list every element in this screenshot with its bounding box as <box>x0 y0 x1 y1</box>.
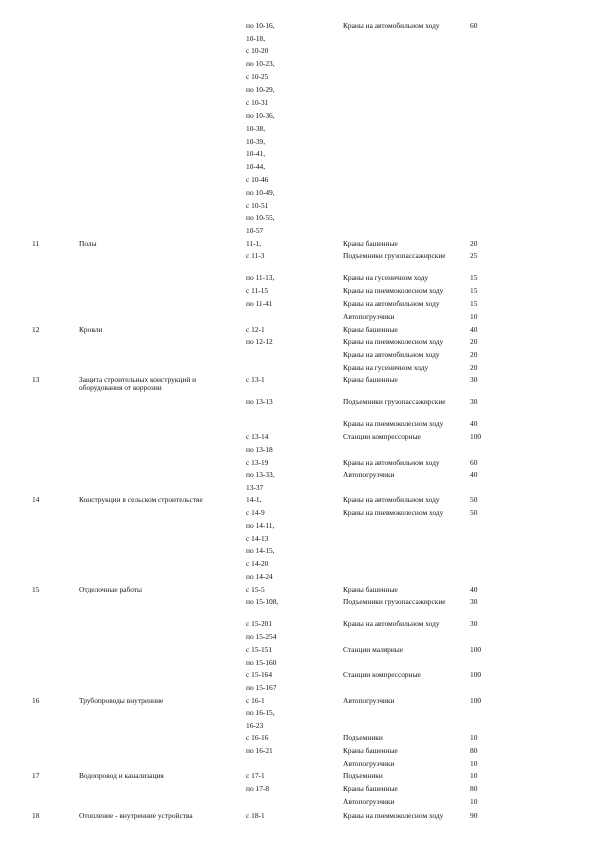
machine-name: Краны башенные <box>343 784 398 793</box>
percent-value: 100 <box>470 432 482 441</box>
table-row <box>0 351 595 365</box>
norm-code: с 17-1 <box>246 771 265 780</box>
table-row <box>0 785 595 799</box>
table-row <box>0 112 595 126</box>
machine-name: Краны на пневмоколесном ходу <box>343 286 444 295</box>
percent-value: 60 <box>470 21 478 30</box>
percent-value: 20 <box>470 350 478 359</box>
table-row <box>0 252 595 266</box>
table-row <box>0 471 595 485</box>
norm-code: с 15-201 <box>246 619 273 628</box>
machine-name: Станции компрессорные <box>343 670 421 679</box>
table-row <box>0 560 595 574</box>
table-row <box>0 772 595 786</box>
norm-code: с 14-13 <box>246 534 269 543</box>
norm-code: по 10-36, <box>246 111 275 120</box>
machine-name: Краны на пневмоколесном ходу <box>343 811 444 820</box>
machine-name: Краны башенные <box>343 746 398 755</box>
machine-name: Краны башенные <box>343 239 398 248</box>
norm-code: по 10-29, <box>246 85 275 94</box>
percent-value: 25 <box>470 251 478 260</box>
table-row <box>0 747 595 761</box>
machine-name: Краны на пневмоколесном ходу <box>343 508 444 517</box>
norm-code: с 15-164 <box>246 670 273 679</box>
percent-value: 90 <box>470 811 478 820</box>
percent-value: 10 <box>470 759 478 768</box>
norm-code: по 10-49, <box>246 188 275 197</box>
percent-value: 50 <box>470 508 478 517</box>
table-row <box>0 86 595 100</box>
norm-code: с 13-1 <box>246 375 265 384</box>
table-row <box>0 125 595 139</box>
norm-code: с 10-46 <box>246 175 269 184</box>
norm-code: с 16-16 <box>246 733 269 742</box>
norm-code: по 11-41 <box>246 299 273 308</box>
norm-code: с 12-1 <box>246 325 265 334</box>
table-row <box>0 646 595 660</box>
percent-value: 40 <box>470 470 478 479</box>
norm-code: по 16-21 <box>246 746 273 755</box>
table-row <box>0 163 595 177</box>
norm-code: по 10-16, <box>246 21 275 30</box>
norm-code: 13-37 <box>246 483 264 492</box>
work-type-name: Защита строительных конструкций и оборудования от коррозии <box>79 375 197 392</box>
percent-value: 10 <box>470 797 478 806</box>
norm-code: с 18-1 <box>246 811 265 820</box>
percent-value: 20 <box>470 239 478 248</box>
norm-code: 10-18, <box>246 34 266 43</box>
percent-value: 100 <box>470 696 482 705</box>
norm-code: с 14-20 <box>246 559 269 568</box>
percent-value: 10 <box>470 771 478 780</box>
table-row <box>0 189 595 203</box>
machine-name: Краны на пневмоколесном ходу <box>343 419 444 428</box>
table-row <box>0 376 595 390</box>
machine-name: Краны на автомобильном ходу <box>343 495 440 504</box>
work-type-name: Конструкции в сельском строительстве <box>79 495 203 504</box>
machine-name: Автопогрузчики <box>343 312 395 321</box>
table-row <box>0 496 595 510</box>
percent-value: 30 <box>470 397 478 406</box>
table-row <box>0 798 595 812</box>
norm-code: с 10-31 <box>246 98 269 107</box>
work-type-name: Трубопроводы внутренние <box>79 696 164 705</box>
percent-value: 40 <box>470 419 478 428</box>
table-row <box>0 60 595 74</box>
norm-code: по 13-18 <box>246 445 273 454</box>
norm-code: с 13-14 <box>246 432 269 441</box>
table-row <box>0 150 595 164</box>
percent-value: 60 <box>470 458 478 467</box>
norm-code: по 13-33, <box>246 470 275 479</box>
table-row <box>0 73 595 87</box>
machine-name: Краны на автомобильном ходу <box>343 21 440 30</box>
percent-value: 50 <box>470 495 478 504</box>
norm-code: с 16-1 <box>246 696 265 705</box>
machine-name: Подъемники <box>343 733 383 742</box>
table-row <box>0 287 595 301</box>
norm-code: по 15-108, <box>246 597 279 606</box>
work-type-name: Отопление - внутренние устройства <box>79 811 193 820</box>
machine-name: Краны на автомобильном ходу <box>343 350 440 359</box>
machine-name: Подъемники грузопассажирские <box>343 397 446 406</box>
table-row <box>0 620 595 634</box>
machine-name: Краны на пневмоколесном ходу <box>343 337 444 346</box>
norm-code: по 15-167 <box>246 683 277 692</box>
percent-value: 15 <box>470 299 478 308</box>
norm-code: по 14-15, <box>246 546 275 555</box>
norm-code: 10-57 <box>246 226 264 235</box>
percent-value: 100 <box>470 645 482 654</box>
table-row <box>0 522 595 536</box>
norm-code: 10-41, <box>246 149 266 158</box>
machine-name: Станции компрессорные <box>343 432 421 441</box>
machine-name: Автопогрузчики <box>343 696 395 705</box>
percent-value: 40 <box>470 585 478 594</box>
norm-code: по 17-8 <box>246 784 270 793</box>
table-row <box>0 22 595 36</box>
norm-code: с 10-20 <box>246 46 269 55</box>
row-number: 15 <box>32 585 40 594</box>
percent-value: 20 <box>470 363 478 372</box>
table-row <box>0 338 595 352</box>
table-row <box>0 709 595 723</box>
table-row <box>0 274 595 288</box>
machine-name: Подъемники грузопассажирские <box>343 597 446 606</box>
machine-name: Краны на гусеничном ходу <box>343 363 429 372</box>
norm-code: с 14-9 <box>246 508 265 517</box>
norm-code: по 14-24 <box>246 572 273 581</box>
norm-code: 10-44, <box>246 162 266 171</box>
machine-name: Автопогрузчики <box>343 759 395 768</box>
percent-value: 10 <box>470 733 478 742</box>
norm-code: с 10-51 <box>246 201 269 210</box>
row-number: 13 <box>32 375 40 384</box>
norm-code: по 12-12 <box>246 337 273 346</box>
percent-value: 15 <box>470 273 478 282</box>
table-row <box>0 47 595 61</box>
percent-value: 10 <box>470 312 478 321</box>
percent-value: 30 <box>470 619 478 628</box>
machine-name: Краны на автомобильном ходу <box>343 458 440 467</box>
machine-name: Подъемники <box>343 771 383 780</box>
norm-code: с 11-15 <box>246 286 269 295</box>
norm-code: 16-23 <box>246 721 264 730</box>
table-row <box>0 446 595 460</box>
percent-value: 80 <box>470 784 478 793</box>
percent-value: 30 <box>470 375 478 384</box>
percent-value: 20 <box>470 337 478 346</box>
percent-value: 80 <box>470 746 478 755</box>
machine-name: Краны на автомобильном ходу <box>343 299 440 308</box>
table-row <box>0 671 595 685</box>
norm-code: по 10-23, <box>246 59 275 68</box>
machine-name: Подъемники грузопассажирские <box>343 251 446 260</box>
norm-code: по 14-11, <box>246 521 275 530</box>
row-number: 14 <box>32 495 40 504</box>
norm-code: с 15-151 <box>246 645 273 654</box>
machine-name: Краны башенные <box>343 375 398 384</box>
table-row <box>0 633 595 647</box>
row-number: 12 <box>32 325 40 334</box>
table-row <box>0 420 595 434</box>
row-number: 17 <box>32 771 40 780</box>
table-row <box>0 214 595 228</box>
norm-code: по 11-13, <box>246 273 275 282</box>
table-row <box>0 300 595 314</box>
work-type-name: Кровли <box>79 325 103 334</box>
percent-value: 100 <box>470 670 482 679</box>
machine-name: Краны на гусеничном ходу <box>343 273 429 282</box>
table-row <box>0 99 595 113</box>
norm-code: с 13-19 <box>246 458 269 467</box>
percent-value: 40 <box>470 325 478 334</box>
norm-code: по 15-160 <box>246 658 277 667</box>
work-type-name: Водопровод и канализация <box>79 771 164 780</box>
row-number: 18 <box>32 811 40 820</box>
norm-code: с 11-3 <box>246 251 265 260</box>
norm-code: по 15-254 <box>246 632 277 641</box>
norm-code: 14-1, <box>246 495 262 504</box>
norm-code: по 13-13 <box>246 397 273 406</box>
percent-value: 30 <box>470 597 478 606</box>
machine-name: Краны башенные <box>343 585 398 594</box>
norm-code: с 15-5 <box>246 585 265 594</box>
machine-name: Краны на автомобильном ходу <box>343 619 440 628</box>
norm-code: с 10-25 <box>246 72 269 81</box>
norm-code: по 10-55, <box>246 213 275 222</box>
norm-code: по 16-15, <box>246 708 275 717</box>
work-type-name: Полы <box>79 239 97 248</box>
table-row <box>0 547 595 561</box>
table-row <box>0 176 595 190</box>
machine-name: Автопогрузчики <box>343 470 395 479</box>
norm-code: 11-1, <box>246 239 262 248</box>
table-row <box>0 509 595 523</box>
row-number: 16 <box>32 696 40 705</box>
row-number: 11 <box>32 239 40 248</box>
table-row <box>0 734 595 748</box>
norm-code: 10-38, <box>246 124 266 133</box>
table-row <box>0 433 595 447</box>
table-row <box>0 598 595 612</box>
work-type-name: Отделочные работы <box>79 585 142 594</box>
machine-name: Краны башенные <box>343 325 398 334</box>
machine-name: Автопогрузчики <box>343 797 395 806</box>
percent-value: 15 <box>470 286 478 295</box>
norm-code: 10-39, <box>246 137 266 146</box>
table-row <box>0 812 595 826</box>
machine-name: Станции малярные <box>343 645 404 654</box>
table-row <box>0 398 595 412</box>
